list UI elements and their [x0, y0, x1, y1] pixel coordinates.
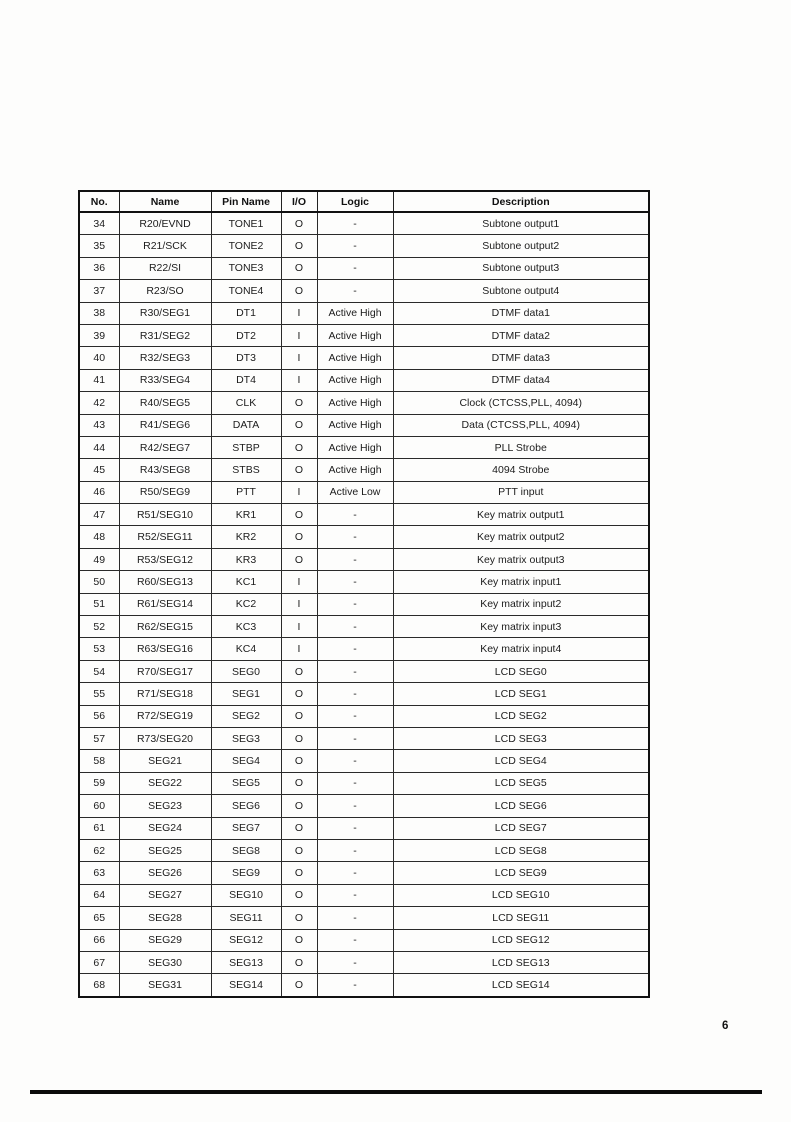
pin-table-body [79, 212, 649, 997]
table-cell: R32/SEG3 [119, 347, 211, 369]
table-cell: - [317, 683, 393, 705]
table-cell: SEG7 [211, 817, 281, 839]
table-cell: SEG12 [211, 929, 281, 951]
table-cell: STBS [211, 459, 281, 481]
table-cell: - [317, 548, 393, 570]
table-cell: 53 [79, 638, 119, 660]
table-cell: Active Low [317, 481, 393, 503]
table-cell: DTMF data1 [393, 302, 649, 324]
table-cell: 47 [79, 504, 119, 526]
table-cell: 52 [79, 616, 119, 638]
table-row [79, 280, 649, 302]
table-cell: R31/SEG2 [119, 324, 211, 346]
table-cell: SEG31 [119, 974, 211, 997]
table-cell: I [281, 369, 317, 391]
table-cell: LCD SEG4 [393, 750, 649, 772]
table-cell: I [281, 616, 317, 638]
table-cell: - [317, 839, 393, 861]
table-cell: 62 [79, 839, 119, 861]
table-cell: TONE3 [211, 257, 281, 279]
table-header-cell: I/O [281, 191, 317, 212]
table-row [79, 548, 649, 570]
table-cell: 66 [79, 929, 119, 951]
table-cell: R30/SEG1 [119, 302, 211, 324]
table-cell: 39 [79, 324, 119, 346]
table-cell: TONE4 [211, 280, 281, 302]
table-cell: LCD SEG13 [393, 951, 649, 973]
table-cell: R52/SEG11 [119, 526, 211, 548]
table-cell: LCD SEG8 [393, 839, 649, 861]
table-cell: Key matrix output3 [393, 548, 649, 570]
table-cell: 54 [79, 660, 119, 682]
table-cell: SEG27 [119, 884, 211, 906]
table-row [79, 951, 649, 973]
table-cell: - [317, 884, 393, 906]
table-cell: 59 [79, 772, 119, 794]
table-cell: LCD SEG1 [393, 683, 649, 705]
table-row [79, 459, 649, 481]
table-cell: LCD SEG5 [393, 772, 649, 794]
table-header-cell: Name [119, 191, 211, 212]
table-cell: 56 [79, 705, 119, 727]
table-cell: LCD SEG14 [393, 974, 649, 997]
table-cell: LCD SEG10 [393, 884, 649, 906]
table-cell: SEG10 [211, 884, 281, 906]
table-cell: KC4 [211, 638, 281, 660]
table-cell: TONE1 [211, 212, 281, 235]
table-cell: - [317, 951, 393, 973]
table-cell: PTT input [393, 481, 649, 503]
table-cell: - [317, 929, 393, 951]
table-cell: 37 [79, 280, 119, 302]
table-cell: - [317, 257, 393, 279]
table-cell: 40 [79, 347, 119, 369]
table-cell: SEG1 [211, 683, 281, 705]
table-cell: 46 [79, 481, 119, 503]
table-cell: LCD SEG0 [393, 660, 649, 682]
table-row [79, 884, 649, 906]
table-cell: Subtone output2 [393, 235, 649, 257]
table-row [79, 907, 649, 929]
table-cell: 57 [79, 727, 119, 749]
table-cell: 61 [79, 817, 119, 839]
table-row [79, 324, 649, 346]
table-cell: LCD SEG12 [393, 929, 649, 951]
table-cell: SEG8 [211, 839, 281, 861]
table-cell: R33/SEG4 [119, 369, 211, 391]
table-cell: O [281, 526, 317, 548]
table-cell: R20/EVND [119, 212, 211, 235]
table-row [79, 257, 649, 279]
table-cell: Active High [317, 369, 393, 391]
table-cell: LCD SEG9 [393, 862, 649, 884]
table-cell: Clock (CTCSS,PLL, 4094) [393, 392, 649, 414]
table-cell: DATA [211, 414, 281, 436]
table-cell: - [317, 705, 393, 727]
table-cell: - [317, 862, 393, 884]
table-cell: 64 [79, 884, 119, 906]
table-cell: 67 [79, 951, 119, 973]
table-cell: O [281, 750, 317, 772]
table-cell: R50/SEG9 [119, 481, 211, 503]
table-cell: 65 [79, 907, 119, 929]
table-cell: SEG3 [211, 727, 281, 749]
table-cell: 34 [79, 212, 119, 235]
table-cell: O [281, 951, 317, 973]
table-cell: - [317, 235, 393, 257]
table-header-row [79, 191, 649, 212]
table-row [79, 593, 649, 615]
table-cell: SEG4 [211, 750, 281, 772]
table-cell: - [317, 616, 393, 638]
table-cell: TONE2 [211, 235, 281, 257]
table-row [79, 862, 649, 884]
table-cell: SEG2 [211, 705, 281, 727]
table-cell: I [281, 324, 317, 346]
table-row [79, 302, 649, 324]
table-cell: Active High [317, 414, 393, 436]
table-cell: R63/SEG16 [119, 638, 211, 660]
table-cell: 55 [79, 683, 119, 705]
table-cell: O [281, 884, 317, 906]
table-cell: O [281, 772, 317, 794]
table-row [79, 212, 649, 235]
table-cell: KR1 [211, 504, 281, 526]
table-cell: DT2 [211, 324, 281, 346]
table-cell: Data (CTCSS,PLL, 4094) [393, 414, 649, 436]
table-cell: KC3 [211, 616, 281, 638]
table-cell: - [317, 727, 393, 749]
table-cell: R42/SEG7 [119, 436, 211, 458]
table-cell: DTMF data4 [393, 369, 649, 391]
table-cell: KC2 [211, 593, 281, 615]
table-header [79, 191, 649, 212]
table-cell: O [281, 727, 317, 749]
table-cell: SEG23 [119, 795, 211, 817]
table-cell: R72/SEG19 [119, 705, 211, 727]
table-cell: Active High [317, 459, 393, 481]
table-cell: 41 [79, 369, 119, 391]
table-cell: SEG0 [211, 660, 281, 682]
table-cell: SEG22 [119, 772, 211, 794]
table-cell: Key matrix output1 [393, 504, 649, 526]
table-cell: DTMF data3 [393, 347, 649, 369]
table-cell: SEG5 [211, 772, 281, 794]
table-cell: Key matrix input4 [393, 638, 649, 660]
table-row [79, 727, 649, 749]
table-cell: O [281, 795, 317, 817]
table-row [79, 772, 649, 794]
table-cell: R60/SEG13 [119, 571, 211, 593]
table-cell: LCD SEG2 [393, 705, 649, 727]
table-cell: SEG29 [119, 929, 211, 951]
table-cell: 68 [79, 974, 119, 997]
table-cell: O [281, 459, 317, 481]
table-row [79, 436, 649, 458]
table-cell: 44 [79, 436, 119, 458]
table-cell: - [317, 526, 393, 548]
table-cell: 51 [79, 593, 119, 615]
table-cell: I [281, 571, 317, 593]
table-cell: SEG13 [211, 951, 281, 973]
table-cell: 42 [79, 392, 119, 414]
table-cell: O [281, 257, 317, 279]
table-cell: 48 [79, 526, 119, 548]
table-cell: 36 [79, 257, 119, 279]
table-cell: - [317, 817, 393, 839]
table-cell: R70/SEG17 [119, 660, 211, 682]
table-cell: LCD SEG3 [393, 727, 649, 749]
table-cell: STBP [211, 436, 281, 458]
table-cell: - [317, 795, 393, 817]
table-cell: Subtone output4 [393, 280, 649, 302]
table-cell: Active High [317, 302, 393, 324]
bottom-rule-divider [30, 1090, 762, 1094]
table-row [79, 638, 649, 660]
table-row [79, 974, 649, 997]
table-cell: O [281, 392, 317, 414]
table-cell: - [317, 280, 393, 302]
table-cell: Key matrix output2 [393, 526, 649, 548]
table-cell: R62/SEG15 [119, 616, 211, 638]
table-cell: O [281, 974, 317, 997]
page-number: 6 [722, 1020, 729, 1032]
table-cell: LCD SEG11 [393, 907, 649, 929]
table-cell: I [281, 302, 317, 324]
table-cell: O [281, 705, 317, 727]
table-cell: 35 [79, 235, 119, 257]
table-cell: - [317, 907, 393, 929]
table-cell: - [317, 660, 393, 682]
table-row [79, 571, 649, 593]
table-cell: Active High [317, 324, 393, 346]
pin-description-table-container [78, 190, 650, 998]
table-cell: SEG24 [119, 817, 211, 839]
table-header-cell: Description [393, 191, 649, 212]
table-cell: - [317, 212, 393, 235]
table-cell: O [281, 929, 317, 951]
table-cell: O [281, 504, 317, 526]
table-cell: KR3 [211, 548, 281, 570]
table-cell: O [281, 548, 317, 570]
table-cell: R61/SEG14 [119, 593, 211, 615]
table-header-cell: No. [79, 191, 119, 212]
table-row [79, 750, 649, 772]
table-cell: DT3 [211, 347, 281, 369]
table-cell: 49 [79, 548, 119, 570]
table-cell: DTMF data2 [393, 324, 649, 346]
table-cell: 38 [79, 302, 119, 324]
table-cell: 58 [79, 750, 119, 772]
table-cell: O [281, 436, 317, 458]
table-row [79, 929, 649, 951]
table-cell: O [281, 862, 317, 884]
table-row [79, 660, 649, 682]
table-cell: Key matrix input2 [393, 593, 649, 615]
table-cell: O [281, 907, 317, 929]
table-row [79, 683, 649, 705]
table-cell: 4094 Strobe [393, 459, 649, 481]
table-cell: R43/SEG8 [119, 459, 211, 481]
table-cell: I [281, 638, 317, 660]
table-cell: O [281, 660, 317, 682]
table-row [79, 839, 649, 861]
table-header-cell: Logic [317, 191, 393, 212]
table-cell: R23/SO [119, 280, 211, 302]
table-cell: R40/SEG5 [119, 392, 211, 414]
table-cell: R41/SEG6 [119, 414, 211, 436]
table-cell: - [317, 571, 393, 593]
table-cell: I [281, 481, 317, 503]
table-cell: SEG30 [119, 951, 211, 973]
table-cell: - [317, 593, 393, 615]
table-cell: O [281, 414, 317, 436]
table-cell: CLK [211, 392, 281, 414]
table-row [79, 817, 649, 839]
table-cell: SEG9 [211, 862, 281, 884]
table-cell: 60 [79, 795, 119, 817]
table-cell: R71/SEG18 [119, 683, 211, 705]
table-cell: SEG6 [211, 795, 281, 817]
table-cell: PLL Strobe [393, 436, 649, 458]
table-cell: - [317, 750, 393, 772]
table-cell: O [281, 817, 317, 839]
table-cell: DT1 [211, 302, 281, 324]
table-cell: R53/SEG12 [119, 548, 211, 570]
table-cell: Key matrix input3 [393, 616, 649, 638]
table-row [79, 235, 649, 257]
table-row [79, 795, 649, 817]
table-cell: Active High [317, 392, 393, 414]
table-cell: SEG11 [211, 907, 281, 929]
table-cell: - [317, 638, 393, 660]
table-cell: Active High [317, 347, 393, 369]
table-cell: SEG26 [119, 862, 211, 884]
table-cell: SEG28 [119, 907, 211, 929]
table-cell: SEG21 [119, 750, 211, 772]
table-cell: O [281, 839, 317, 861]
table-cell: SEG14 [211, 974, 281, 997]
pin-description-table [78, 190, 650, 998]
table-cell: Subtone output3 [393, 257, 649, 279]
table-cell: 43 [79, 414, 119, 436]
table-row [79, 504, 649, 526]
table-row [79, 414, 649, 436]
table-cell: O [281, 212, 317, 235]
table-cell: I [281, 593, 317, 615]
table-cell: R51/SEG10 [119, 504, 211, 526]
table-cell: I [281, 347, 317, 369]
table-row [79, 616, 649, 638]
table-cell: Subtone output1 [393, 212, 649, 235]
table-cell: 50 [79, 571, 119, 593]
table-row [79, 481, 649, 503]
table-row [79, 526, 649, 548]
table-cell: R73/SEG20 [119, 727, 211, 749]
table-cell: KC1 [211, 571, 281, 593]
table-row [79, 347, 649, 369]
table-cell: R22/SI [119, 257, 211, 279]
table-cell: KR2 [211, 526, 281, 548]
table-cell: - [317, 772, 393, 794]
table-cell: 45 [79, 459, 119, 481]
table-cell: LCD SEG7 [393, 817, 649, 839]
table-cell: SEG25 [119, 839, 211, 861]
table-row [79, 369, 649, 391]
table-cell: O [281, 280, 317, 302]
table-cell: R21/SCK [119, 235, 211, 257]
table-cell: 63 [79, 862, 119, 884]
table-cell: Active High [317, 436, 393, 458]
table-cell: DT4 [211, 369, 281, 391]
table-cell: - [317, 504, 393, 526]
table-header-cell: Pin Name [211, 191, 281, 212]
table-cell: LCD SEG6 [393, 795, 649, 817]
table-cell: - [317, 974, 393, 997]
table-cell: Key matrix input1 [393, 571, 649, 593]
table-cell: O [281, 235, 317, 257]
table-cell: O [281, 683, 317, 705]
table-cell: PTT [211, 481, 281, 503]
table-row [79, 705, 649, 727]
table-row [79, 392, 649, 414]
